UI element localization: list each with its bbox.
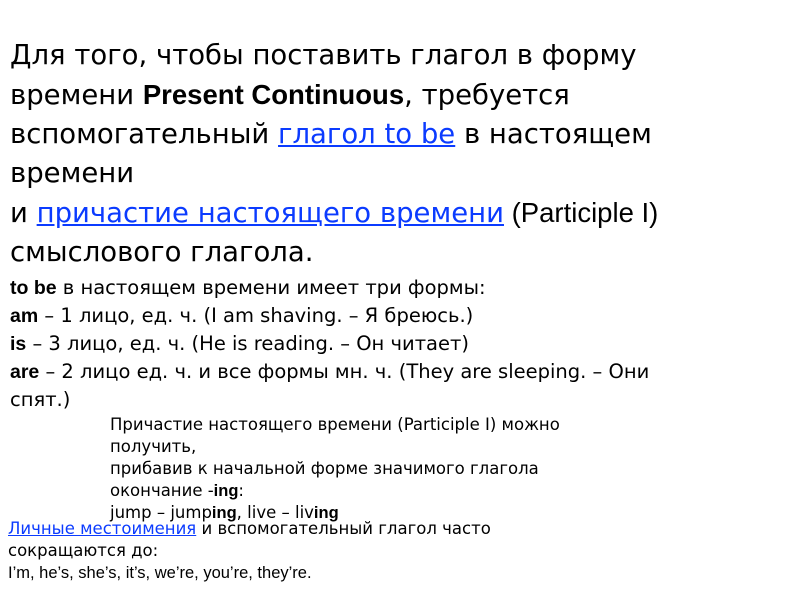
to-be-forms-block <box>10 274 649 414</box>
is-desc: – 3 лицо, ед. ч. (He is reading. – Он читает) <box>26 332 469 355</box>
to-be-term: to be <box>10 277 57 299</box>
main-line-2-tail: , требуется <box>404 79 570 111</box>
main-line-2 <box>10 75 658 115</box>
pronouns-block <box>8 518 491 584</box>
pronouns-line-1 <box>8 518 491 540</box>
are-desc: – 2 лицо ед. ч. и все формы мн. ч. (They are sleeping. – Они <box>39 360 650 383</box>
forms-line-am <box>10 302 649 330</box>
forms-line-1 <box>10 274 649 302</box>
example-jump: jump – jump <box>110 503 212 522</box>
present-continuous-term: Present Continuous <box>142 79 405 110</box>
participle-line-1: Причастие настоящего времени (Participle I) можно <box>110 415 560 434</box>
pronouns-line-2: сокращаются до: <box>8 541 159 560</box>
main-line-3 <box>10 115 658 154</box>
forms-line-5: спят.) <box>10 388 71 411</box>
example-live-ing: ing <box>313 504 339 522</box>
are-term: are <box>10 361 40 383</box>
main-line-5 <box>10 193 658 233</box>
forms-line-1-text: в настоящем времени имеет три формы: <box>56 276 486 299</box>
ing-term: ing <box>213 482 239 500</box>
participle-block <box>110 414 560 524</box>
personal-pronouns-link[interactable]: Личные местоимения <box>8 519 197 538</box>
main-paragraph <box>10 36 658 272</box>
is-term: is <box>10 333 27 355</box>
am-desc: – 1 лицо, ед. ч. (I am shaving. – Я бреюсь.) <box>38 304 474 327</box>
contractions-list: I’m, he’s, she’s, it’s, we’re, you’re, they’re. <box>8 564 312 582</box>
ending-text: окончание - <box>110 481 214 500</box>
participle-line-2: получить, <box>110 437 197 456</box>
participle-link[interactable]: причастие настоящего времени <box>36 197 504 229</box>
main-line-5-text: и <box>10 197 37 229</box>
participle-line-4 <box>110 480 560 502</box>
main-line-3-text: вспомогательный <box>10 118 279 150</box>
to-be-link[interactable]: глагол to be <box>278 118 456 150</box>
main-line-3-tail: в настоящем <box>455 118 652 150</box>
main-line-1: Для того, чтобы поставить глагол в форму <box>10 39 637 71</box>
pronouns-line-1-text: и вспомогательный глагол часто <box>196 519 491 538</box>
ending-colon: : <box>238 481 244 500</box>
example-live: , live – liv <box>236 503 314 522</box>
main-line-6: смыслового глагола. <box>10 236 314 268</box>
main-line-5-tail: (Participle I) <box>503 197 659 228</box>
example-jump-ing: ing <box>211 504 237 522</box>
am-term: am <box>10 305 39 327</box>
participle-line-3: прибавив к начальной форме значимого глагола <box>110 459 539 478</box>
main-line-2-text: времени <box>10 79 143 111</box>
main-line-4: времени <box>10 157 135 189</box>
forms-line-are <box>10 358 649 386</box>
forms-line-is <box>10 330 649 358</box>
